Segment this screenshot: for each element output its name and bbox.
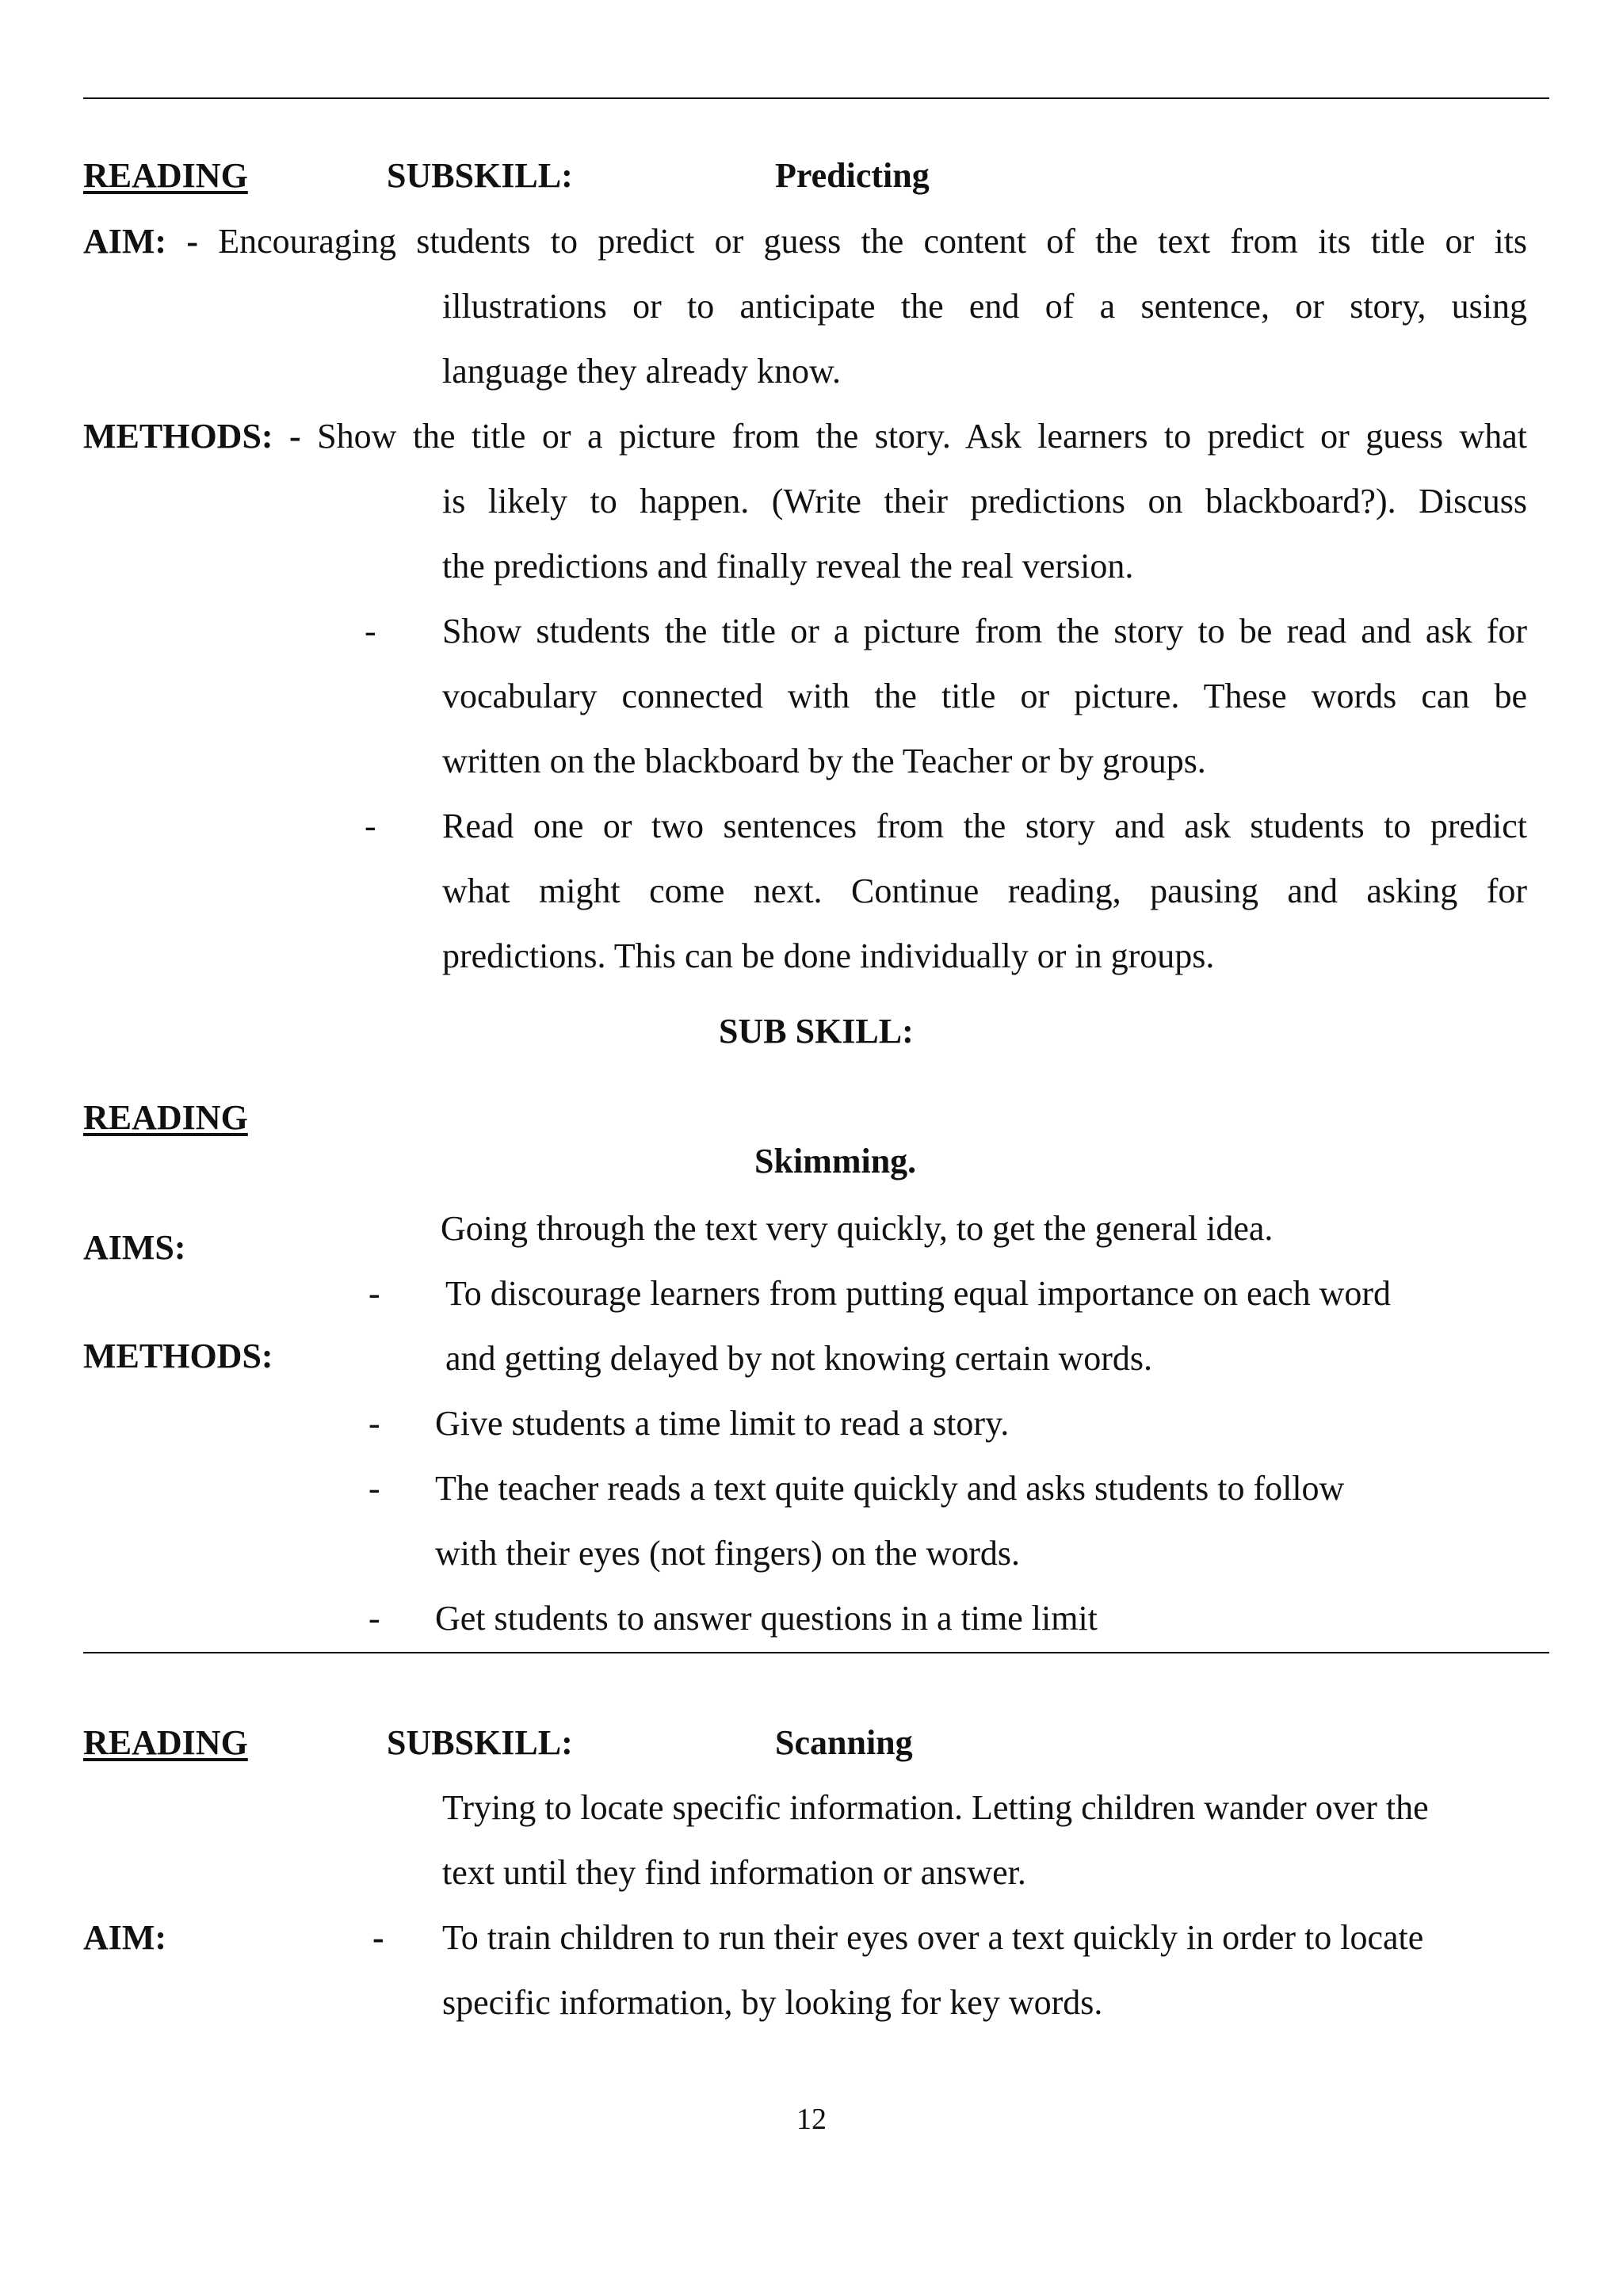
reading-heading-1: READING <box>83 156 248 195</box>
bullet-dash: - <box>365 807 376 845</box>
page-number: 12 <box>796 2103 827 2136</box>
subskill-name-scanning: Scanning <box>775 1723 913 1762</box>
skimming-aim-2-line-1: To discourage learners from putting equal importance on each word <box>445 1274 1392 1313</box>
bullet-dash: - <box>369 1469 380 1508</box>
skimming-method-1: Give students a time limit to read a story. <box>435 1404 1010 1443</box>
subskill-name-skimming: Skimming. <box>754 1142 917 1180</box>
methods-line-1 <box>83 418 1527 456</box>
methods-line-2: is likely to happen. (Write their predictions on blackboard?). Discuss <box>442 482 1527 521</box>
method3-line-1: Read one or two sentences from the story and ask students to predict <box>442 807 1527 845</box>
aims-label: AIMS: <box>83 1228 186 1267</box>
subskill-label-1: SUBSKILL: <box>387 156 573 195</box>
aim-label-3: AIM: <box>83 1918 167 1957</box>
method3-line-2: what might come next. Continue reading, pausing and asking for <box>442 871 1527 910</box>
method2-line-3: written on the blackboard by the Teacher or by groups. <box>442 742 1206 780</box>
subskill-name-predicting: Predicting <box>775 156 930 195</box>
reading-heading-2: READING <box>83 1098 248 1137</box>
skimming-method-3: Get students to answer questions in a time limit <box>435 1599 1098 1638</box>
reading-heading-3: READING <box>83 1723 248 1762</box>
bullet-dash: - <box>369 1274 380 1313</box>
bullet-dash: - <box>369 1404 380 1443</box>
bullet-dash: - <box>365 612 376 650</box>
aim-label: AIM: - <box>83 222 198 261</box>
bullet-dash: - <box>369 1599 380 1638</box>
subskill-label-3: SUBSKILL: <box>387 1723 573 1762</box>
skimming-aim-2-line-2: and getting delayed by not knowing certain words. <box>445 1339 1153 1378</box>
method2-line-2: vocabulary connected with the title or picture. These words can be <box>442 677 1527 715</box>
skimming-aim-1: Going through the text very quickly, to get the general idea. <box>441 1209 1274 1248</box>
scanning-aim-line-2: specific information, by looking for key words. <box>442 1983 1103 2022</box>
scanning-intro-line-2: text until they find information or answer. <box>442 1853 1026 1892</box>
methods-text-1: Show the title or a picture from the story. Ask learners to predict or guess what <box>317 417 1528 456</box>
aim-line-3: language they already know. <box>442 352 841 391</box>
aim-line-2: illustrations or to anticipate the end of a sentence, or story, using <box>442 287 1527 326</box>
methods-label: METHODS: - <box>83 417 301 456</box>
skimming-method-2-line-1: The teacher reads a text quite quickly and asks students to follow <box>435 1469 1345 1508</box>
methods-line-3: the predictions and finally reveal the real version. <box>442 547 1134 585</box>
method2-line-1: Show students the title or a picture from the story to be read and ask for <box>442 612 1527 650</box>
divider-rule <box>83 1652 1549 1653</box>
top-rule <box>83 97 1549 99</box>
methods-label-2: METHODS: <box>83 1337 273 1375</box>
skimming-method-2-line-2: with their eyes (not fingers) on the words. <box>435 1534 1021 1573</box>
aim-text-1: Encouraging students to predict or guess the content of the text from its title or its <box>218 222 1528 261</box>
method3-line-3: predictions. This can be done individually or in groups. <box>442 936 1215 975</box>
sub-skill-label-2: SUB SKILL: <box>719 1012 914 1051</box>
aim-line-1 <box>83 223 1527 261</box>
scanning-intro-line-1: Trying to locate specific information. Letting children wander over the <box>442 1788 1429 1827</box>
scanning-aim-line-1: To train children to run their eyes over a text quickly in order to locate <box>442 1918 1424 1957</box>
bullet-dash: - <box>372 1918 384 1957</box>
